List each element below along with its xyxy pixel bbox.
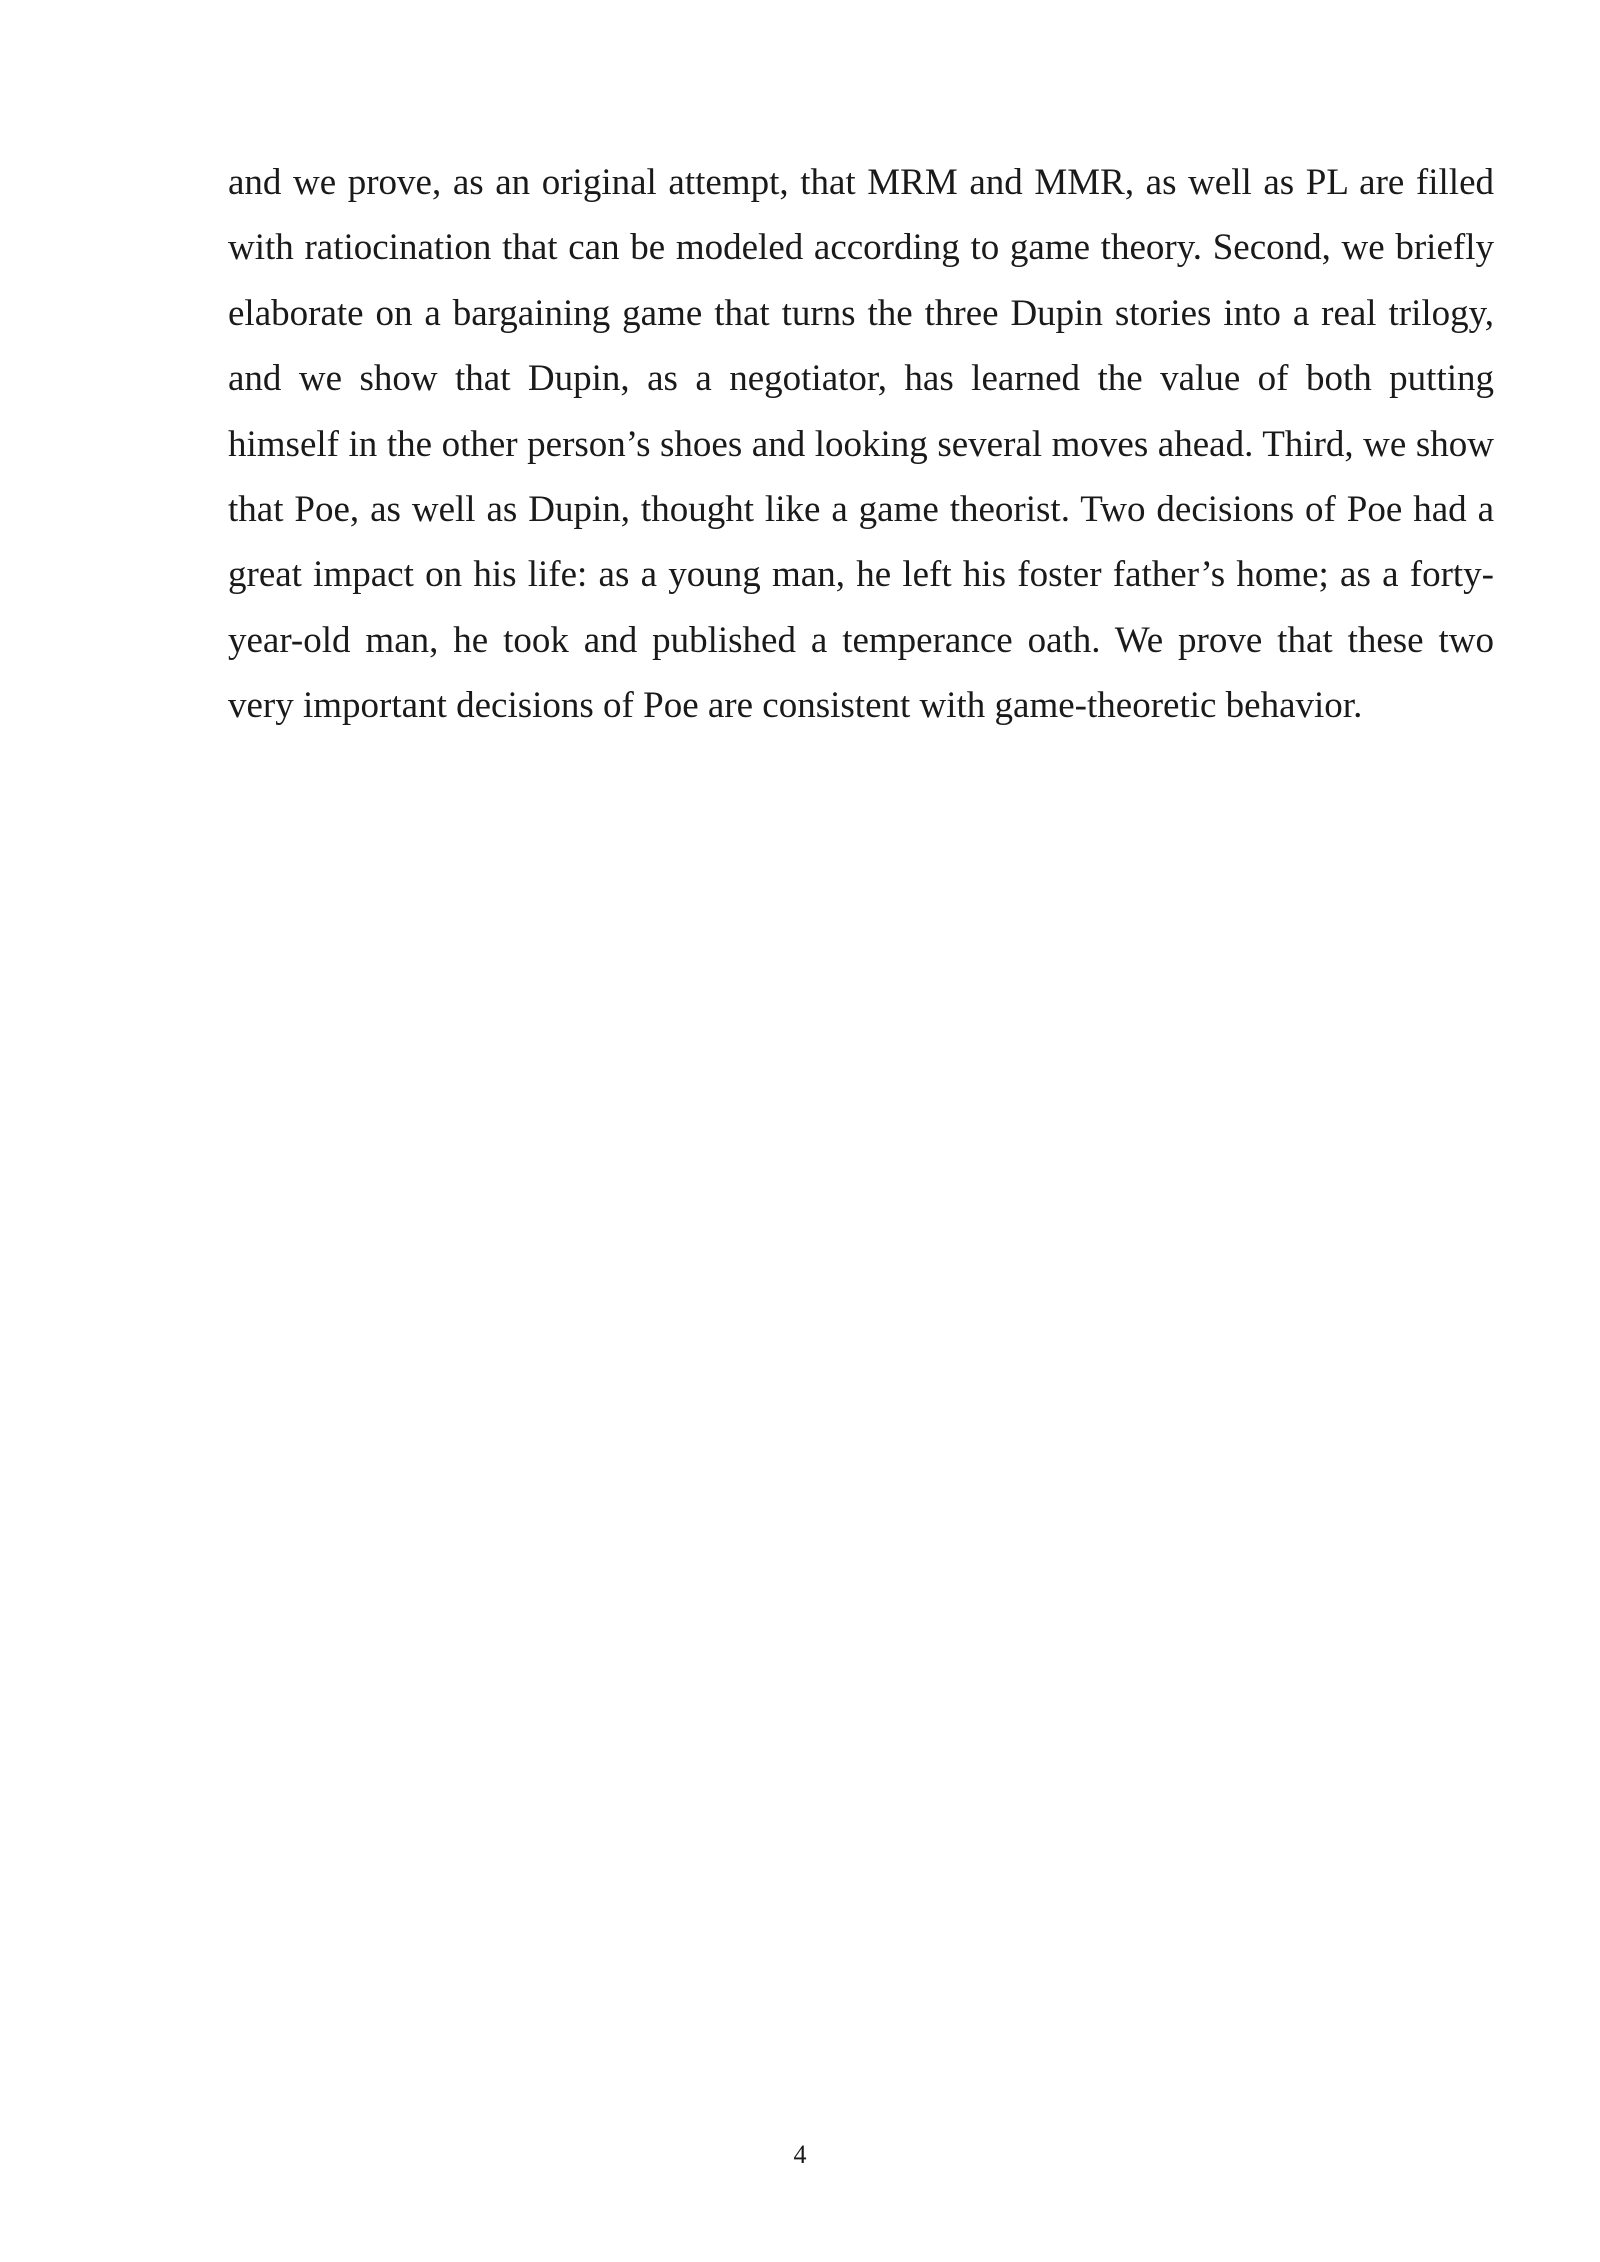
page-number: 4	[793, 2140, 807, 2169]
body-paragraph: and we prove, as an original attempt, that MRM and MMR, as well as PL are filled with ratiocination that can be modeled according to game theory. Second, we briefly elaborate on a bargaining game that turns the three Dupin stories into a real trilogy, and we show that Dupin, as a negotiator, has learned the value of both putting himself in the other person’s shoes and looking several moves ahead. Third, we show that Poe, as well as Dupin, thought like a game theorist. Two decisions of Poe had a great impact on his life: as a young man, he left his foster father’s home; as a forty-year-old man, he took and published a temperance oath. We prove that these two very important decisions of Poe are consistent with game-theoretic behavior.	[228, 162, 1494, 727]
